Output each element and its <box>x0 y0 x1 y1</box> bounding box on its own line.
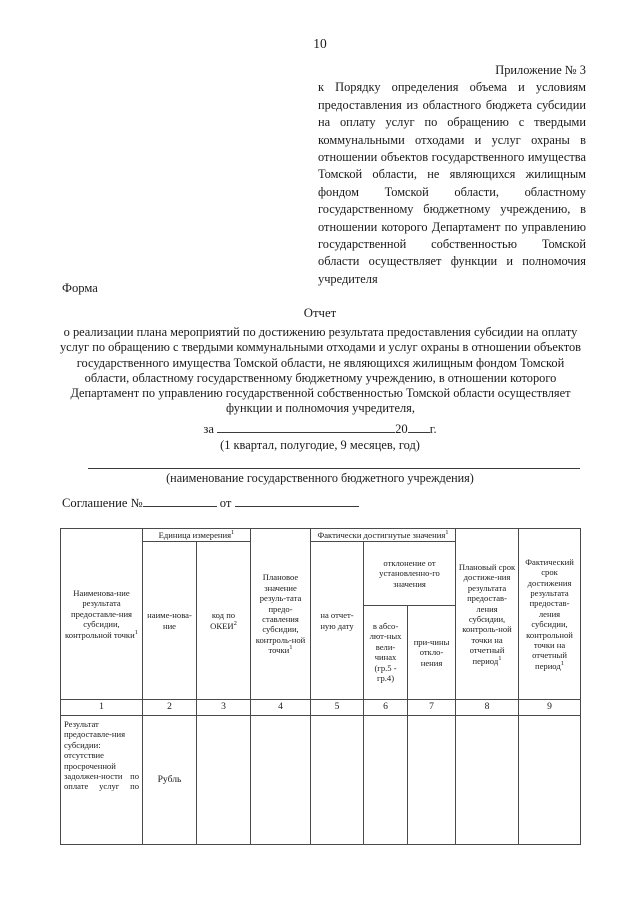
report-table <box>60 528 581 845</box>
col-num-6: 6 <box>364 700 408 716</box>
th-actual-date-label: Фактический срок достижения результата предостав-ления субсидии, контрольной точки на отчетный период <box>525 556 574 671</box>
period-hint: (1 квартал, полугодие, 9 месяцев, год) <box>220 438 420 452</box>
cell-deviation-absolute[interactable] <box>364 716 408 845</box>
th-deviation-absolute: в абсо-лют-ных вели-чинах (гр.5 - гр.4) <box>364 605 408 699</box>
col-num-2: 2 <box>143 700 197 716</box>
cell-actual-date[interactable] <box>519 716 581 845</box>
period-line <box>0 420 640 437</box>
th-unit-group <box>143 529 251 542</box>
cell-result-name[interactable]: Результат предоставле-ния субсидии: отсутствие просроченной задолжен-ности по оплате услуг по <box>61 716 143 845</box>
footnote-marker-1: 1 <box>445 529 449 537</box>
period-year-suffix: г. <box>429 422 437 436</box>
footnote-marker-1: 1 <box>560 659 565 667</box>
institution-name-field[interactable] <box>88 468 580 469</box>
institution-caption: (наименование государственного бюджетного учреждения) <box>166 471 474 485</box>
footnote-marker-1: 1 <box>498 654 502 662</box>
footnote-marker-2: 2 <box>233 619 237 627</box>
col-num-3: 3 <box>197 700 251 716</box>
th-actual-date <box>519 529 581 700</box>
appendix-body: к Порядку определения объема и условиям предоставления из областного бюджета субсидии на оплату услуг по обращению с твердыми коммунальными отходами и услуг охраны в отношении объектов государственного имущества Томской области, не являющихся жилищным фондом Томской области, областному государственному бюджетному учреждению, в отношении которого Департамент по управлению государственной собственностью Томской области осуществляет функции и полномочия учредителя <box>318 80 586 286</box>
page-number: 10 <box>313 36 327 51</box>
th-actual-group <box>311 529 456 542</box>
th-planned-value <box>251 529 311 700</box>
footnote-marker-1: 1 <box>134 628 138 636</box>
th-unit-code-label: код по ОКЕИ <box>210 610 236 631</box>
th-deviation-group: отклонение от установленно-го значения <box>364 542 456 605</box>
th-unit-name: наиме-нова-ние <box>143 542 197 700</box>
agreement-from-label: от <box>219 496 232 510</box>
col-num-5: 5 <box>311 700 364 716</box>
document-subtitle: о реализации плана мероприятий по достижению результата предоставления субсидии на оплату услуг по обращению с твердыми коммунальными отходами и услуг охраны в отношении объектов государственного имущества Томской области, не являющихся жилищным фондом Томской области, областному государственному бюджетному учреждению, в отношении которого Департамент по управлению государственной собственностью Томской области осуществляет функции и полномочия учредителя, <box>59 325 582 416</box>
th-name-of-result <box>61 529 143 700</box>
th-unit-code <box>197 542 251 700</box>
period-blank-field[interactable] <box>217 420 395 433</box>
column-number-row <box>61 700 581 716</box>
document-title: Отчет <box>303 306 337 320</box>
appendix-block <box>318 62 586 288</box>
period-prefix: за <box>203 422 214 436</box>
th-planned-date <box>456 529 519 700</box>
col-num-8: 8 <box>456 700 519 716</box>
th-unit-group-label: Единица измерения <box>158 530 232 540</box>
agreement-line <box>62 494 359 511</box>
agreement-number-field[interactable] <box>143 494 217 507</box>
form-label: Форма <box>62 281 98 295</box>
col-num-1: 1 <box>61 700 143 716</box>
agreement-label: Соглашение № <box>62 496 143 510</box>
th-planned-date-label: Плановый срок достиже-ния результата предостав-ления субсидии, контроль-ной точки на отчетный период <box>458 561 516 666</box>
col-num-7: 7 <box>408 700 456 716</box>
cell-planned-date[interactable] <box>456 716 519 845</box>
table-row <box>61 716 581 845</box>
col-num-4: 4 <box>251 700 311 716</box>
col-num-9: 9 <box>519 700 581 716</box>
footnote-marker-1: 1 <box>231 529 235 537</box>
cell-planned-value[interactable] <box>251 716 311 845</box>
th-planned-value-label: Плановое значение резуль-тата предо-ставления субсидии, контроль-ной точки <box>255 572 306 656</box>
appendix-title: Приложение № 3 <box>495 63 586 77</box>
agreement-date-field[interactable] <box>235 494 359 507</box>
th-deviation-reasons: при-чины откло-нения <box>408 605 456 699</box>
footnote-marker-1: 1 <box>289 644 293 652</box>
cell-unit-code[interactable] <box>197 716 251 845</box>
th-on-report-date: на отчет-ную дату <box>311 542 364 700</box>
th-actual-group-label: Фактически достигнутые значения <box>317 530 446 540</box>
cell-deviation-reasons[interactable] <box>408 716 456 845</box>
th-name-of-result-label: Наименова-ние результата предоставле-ния субсидии, контрольной точки <box>65 587 135 640</box>
cell-on-report-date[interactable] <box>311 716 364 845</box>
cell-unit-name[interactable]: Рубль <box>143 716 197 845</box>
period-year-prefix: 20 <box>395 422 408 436</box>
period-year-field[interactable] <box>408 420 430 433</box>
